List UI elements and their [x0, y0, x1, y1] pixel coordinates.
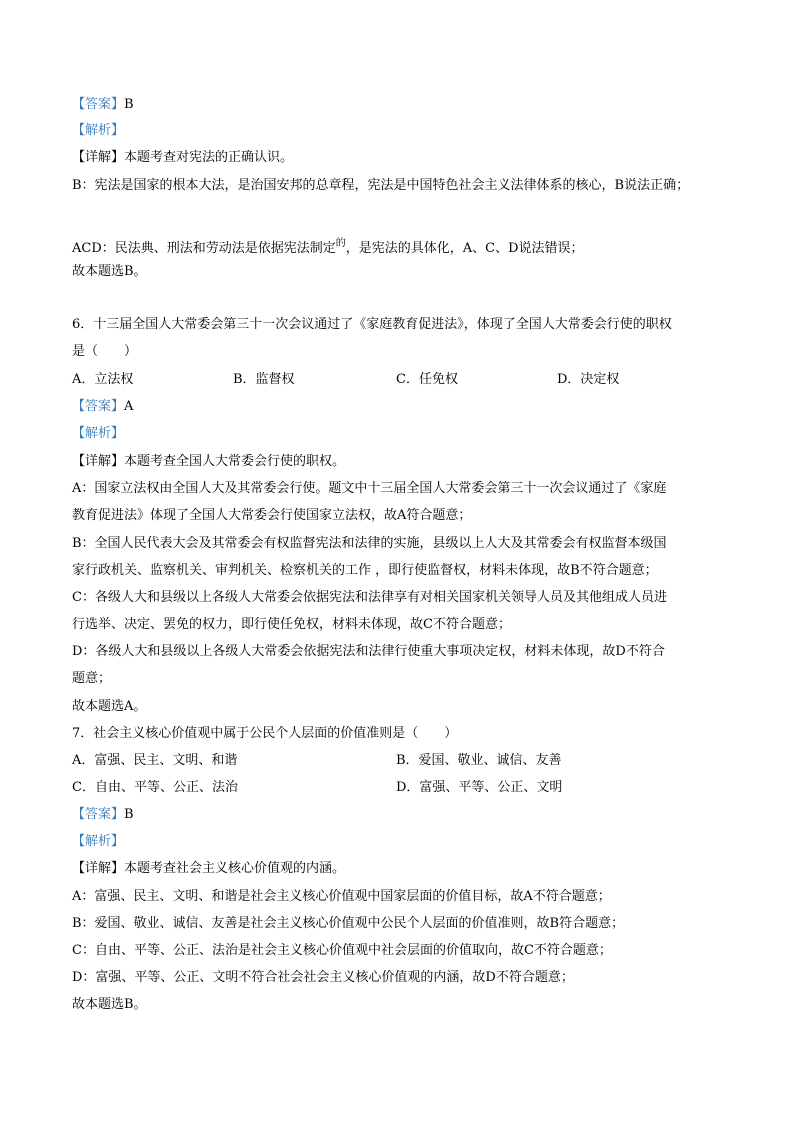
answer-label: 【答案】	[72, 399, 125, 414]
q5-detail-line	[72, 149, 293, 167]
q7-option-d: D．富强、平等、公正、文明	[396, 780, 563, 795]
q6-option-a: A．立法权	[72, 372, 134, 387]
q7-analysis-line: C：自由、平等、公正、法治是社会主义核心价值观中社会层面的价值取向，故C不符合题意；	[72, 943, 612, 958]
q7-analysis-label: 【解析】	[72, 834, 125, 849]
q7-detail-text: 本题考查社会主义核心价值观的内涵。	[124, 861, 346, 876]
q6-stem-line1: 6．十三届全国人大常委会第三十一次会议通过了《家庭教育促进法》，体现了全国人大常委会行使的职权	[72, 317, 672, 332]
q5-conclusion: 故本题选B。	[72, 264, 147, 279]
answer-label: 【答案】	[72, 807, 125, 822]
q6-option-b: B．监督权	[233, 372, 295, 387]
q7-analysis-line: D：富强、平等、公正、文明不符合社会社会主义核心价值观的内涵，故D不符合题意；	[72, 970, 574, 985]
q6-analysis-line: B：全国人民代表大会及其常委会有权监督宪法和法律的实施，县级以上人大及其常委会有权监督本级国	[72, 536, 667, 551]
q5-answer-line	[72, 96, 134, 114]
q6-analysis-label: 【解析】	[72, 426, 125, 441]
q6-analysis-line: A：国家立法权由全国人大及其常委会行使。题文中十三届全国人大常委会第三十一次会议通过了《家庭	[72, 481, 667, 496]
q7-analysis-line: B：爱国、敬业、诚信、友善是社会主义核心价值观中公民个人层面的价值准则，故B符合题意；	[72, 916, 625, 931]
q6-stem-line2: 是（ ）	[72, 344, 138, 359]
q6-detail-line	[72, 453, 345, 471]
detail-label: 【详解】	[72, 150, 125, 165]
q6-analysis-line: D：各级人大和县级以上各级人大常委会依据宪法和法律行使重大事项决定权，材料未体现，故D不符合	[72, 644, 665, 659]
q7-option-b: B．爱国、敬业、诚信、友善	[396, 753, 562, 768]
q6-analysis-line: 行选举、决定、罢免的权力，即行使任免权，材料未体现，故C不符合题意；	[72, 617, 511, 632]
q7-answer-line	[72, 806, 134, 824]
q5-acd-sup: 的	[335, 238, 346, 249]
q6-answer-line	[72, 398, 133, 416]
q5-analysis-label: 【解析】	[72, 123, 125, 138]
q5-line-b: B：宪法是国家的根本大法，是治国安邦的总章程，宪法是中国特色社会主义法律体系的核心，B说法正确；	[72, 178, 690, 193]
q5-acd-post: ，是宪法的具体化，A、C、D说法错误；	[345, 241, 584, 256]
q7-analysis-line: A：富强、民主、文明、和谐是社会主义核心价值观中国家层面的价值目标，故A不符合题意；	[72, 889, 611, 904]
q6-detail-text: 本题考查全国人大常委会行使的职权。	[124, 454, 346, 469]
q5-detail-text: 本题考查对宪法的正确认识。	[124, 150, 294, 165]
q7-stem: 7．社会主义核心价值观中属于公民个人层面的价值准则是（ ）	[72, 726, 458, 741]
q6-answer-value: A	[124, 399, 134, 414]
answer-label: 【答案】	[72, 97, 125, 112]
q7-answer-value: B	[124, 807, 134, 822]
q6-analysis-line: 教育促进法》体现了全国人大常委会行使国家立法权，故A符合题意；	[72, 508, 472, 523]
detail-label: 【详解】	[72, 454, 125, 469]
q6-option-d: D．决定权	[557, 372, 620, 387]
q6-analysis-line: 题意；	[72, 671, 112, 686]
q5-line-acd	[72, 240, 584, 259]
q5-answer-value: B	[124, 97, 134, 112]
q5-acd-pre: ACD：民法典、刑法和劳动法是依据宪法制定	[72, 241, 336, 256]
q6-option-c: C．任免权	[396, 372, 458, 387]
q7-option-c: C．自由、平等、公正、法治	[72, 780, 238, 795]
q6-conclusion: 故本题选A。	[72, 699, 147, 714]
detail-label: 【详解】	[72, 861, 125, 876]
q7-detail-line	[72, 860, 345, 878]
q6-analysis-line: 家行政机关、监察机关、审判机关、检察机关的工作 ，即行使监督权，材料未体现，故B不符合题意；	[72, 563, 658, 578]
q6-analysis-line: C：各级人大和县级以上各级人大常委会依据宪法和法律享有对相关国家机关领导人员及其他组成人员进	[72, 590, 667, 605]
q7-conclusion: 故本题选B。	[72, 997, 147, 1012]
q7-option-a: A．富强、民主、文明、和谐	[72, 753, 238, 768]
